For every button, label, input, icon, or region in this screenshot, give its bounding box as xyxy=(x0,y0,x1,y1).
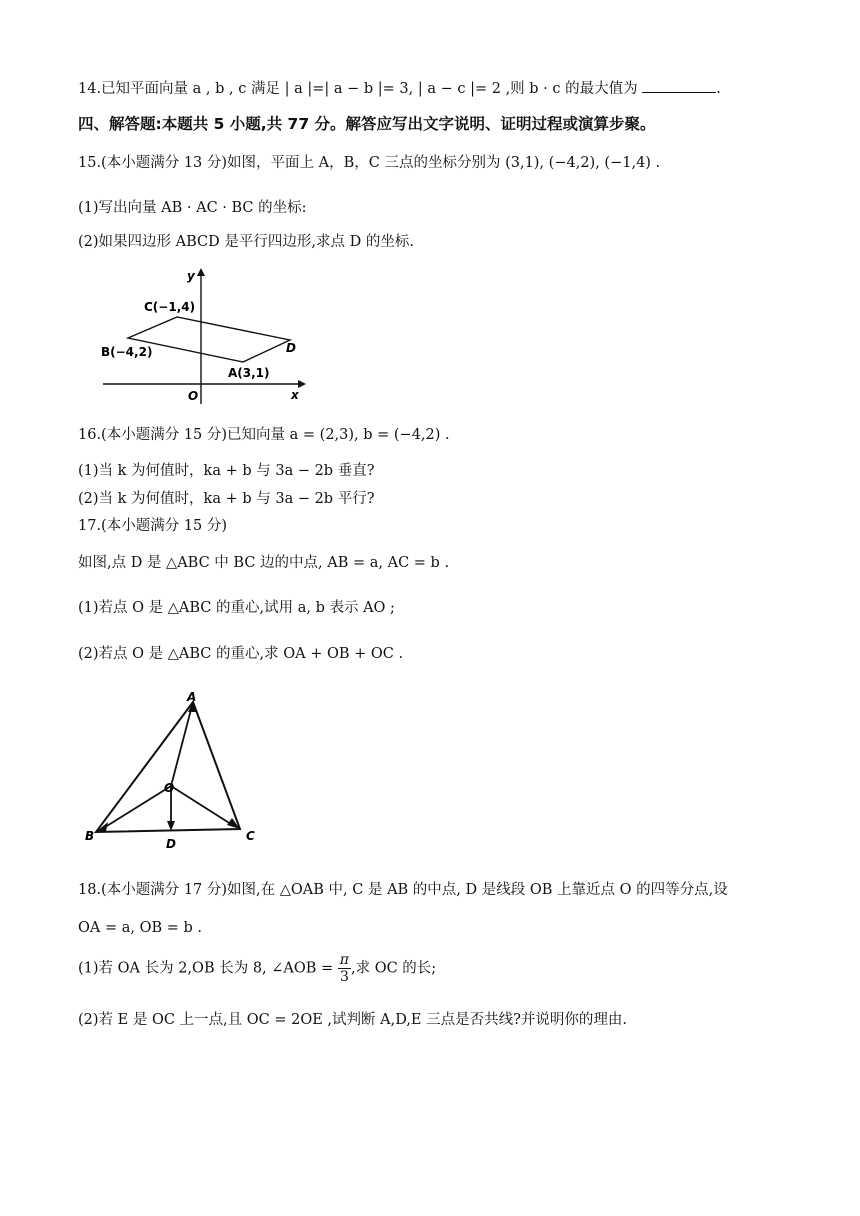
q18-intro: 18.(本小题满分 17 分)如图,在 △OAB 中, C 是 AB 的中点, D 是线段 OB 上靠近点 O 的四等分点,设 xyxy=(78,882,728,898)
q14-end: . xyxy=(716,81,721,97)
midpoint-d-label: D xyxy=(166,837,176,851)
q16-intro: 16.(本小题满分 15 分)已知向量 a = (2,3), b = (−4,2) . xyxy=(78,427,450,443)
q17-title: 17.(本小题满分 15 分) xyxy=(78,518,228,534)
q18-part2: (2)若 E 是 OC 上一点,且 OC = 2OE ,试判断 A,D,E 三点是否共线?并说明你的理由. xyxy=(78,1012,628,1028)
q18-part1-end: ,求 OC 的长; xyxy=(351,960,437,977)
q15-part1: (1)写出向量 AB · AC · BC 的坐标: xyxy=(78,200,307,216)
origin-label: O xyxy=(188,389,199,403)
point-d-label: D xyxy=(286,341,296,355)
triangle-abc xyxy=(96,702,240,832)
centroid-o-label: O xyxy=(164,781,175,795)
q17-part1: (1)若点 O 是 △ABC 的重心,试用 a, b 表示 AO ; xyxy=(78,600,395,616)
point-a-label: A(3,1) xyxy=(228,366,270,380)
vertex-a-label: A xyxy=(187,690,197,704)
x-axis-arrow xyxy=(298,380,306,388)
q16-part1: (1)当 k 为何值时，ka + b 与 3a − 2b 垂直? xyxy=(78,463,375,479)
q18-part1 xyxy=(78,952,436,985)
q14-body: 14.已知平面向量 a , b , c 满足 | a |=| a − b |= 3, | a − c |= 2 ,则 b · c 的最大值为 xyxy=(78,81,638,97)
q18-part1-text: (1)若 OA 长为 2,OB 长为 8, ∠AOB = xyxy=(78,960,334,977)
fraction-numerator: π xyxy=(339,952,349,968)
y-label: y xyxy=(187,269,195,283)
point-b-label: B(−4,2) xyxy=(101,345,153,359)
q15-part2: (2)如果四边形 ABCD 是平行四边形,求点 D 的坐标. xyxy=(78,234,414,250)
fraction-denominator: 3 xyxy=(339,969,349,985)
x-label: x xyxy=(291,388,299,402)
q17-intro: 如图,点 D 是 △ABC 中 BC 边的中点, AB = a, AC = b . xyxy=(78,555,450,571)
section-heading: 四、解答题:本题共 5 小题,共 77 分。解答应写出文字说明、证明过程或演算步聚。 xyxy=(78,115,656,133)
q16-part2: (2)当 k 为何值时，ka + b 与 3a − 2b 平行? xyxy=(78,491,375,507)
point-c-label: C(−1,4) xyxy=(144,300,196,314)
q15-intro: 15.(本小题满分 13 分)如图，平面上 A，B，C 三点的坐标分别为 (3,1), (−4,2), (−1,4) . xyxy=(78,155,661,171)
q18-definition: OA = a, OB = b . xyxy=(78,920,203,936)
segment-ao xyxy=(171,702,193,786)
pi-over-3-fraction xyxy=(338,952,351,985)
q14-text xyxy=(78,78,721,99)
q17-part2: (2)若点 O 是 △ABC 的重心,求 OA + OB + OC . xyxy=(78,646,404,662)
parallelogram-figure xyxy=(95,268,315,408)
vertex-c-label: C xyxy=(246,829,255,843)
triangle-figure xyxy=(80,690,280,860)
vector-oc xyxy=(171,786,234,826)
vector-ob xyxy=(102,786,171,829)
vertex-b-label: B xyxy=(85,829,95,843)
y-axis-arrow xyxy=(197,268,205,276)
answer-blank xyxy=(642,78,716,93)
